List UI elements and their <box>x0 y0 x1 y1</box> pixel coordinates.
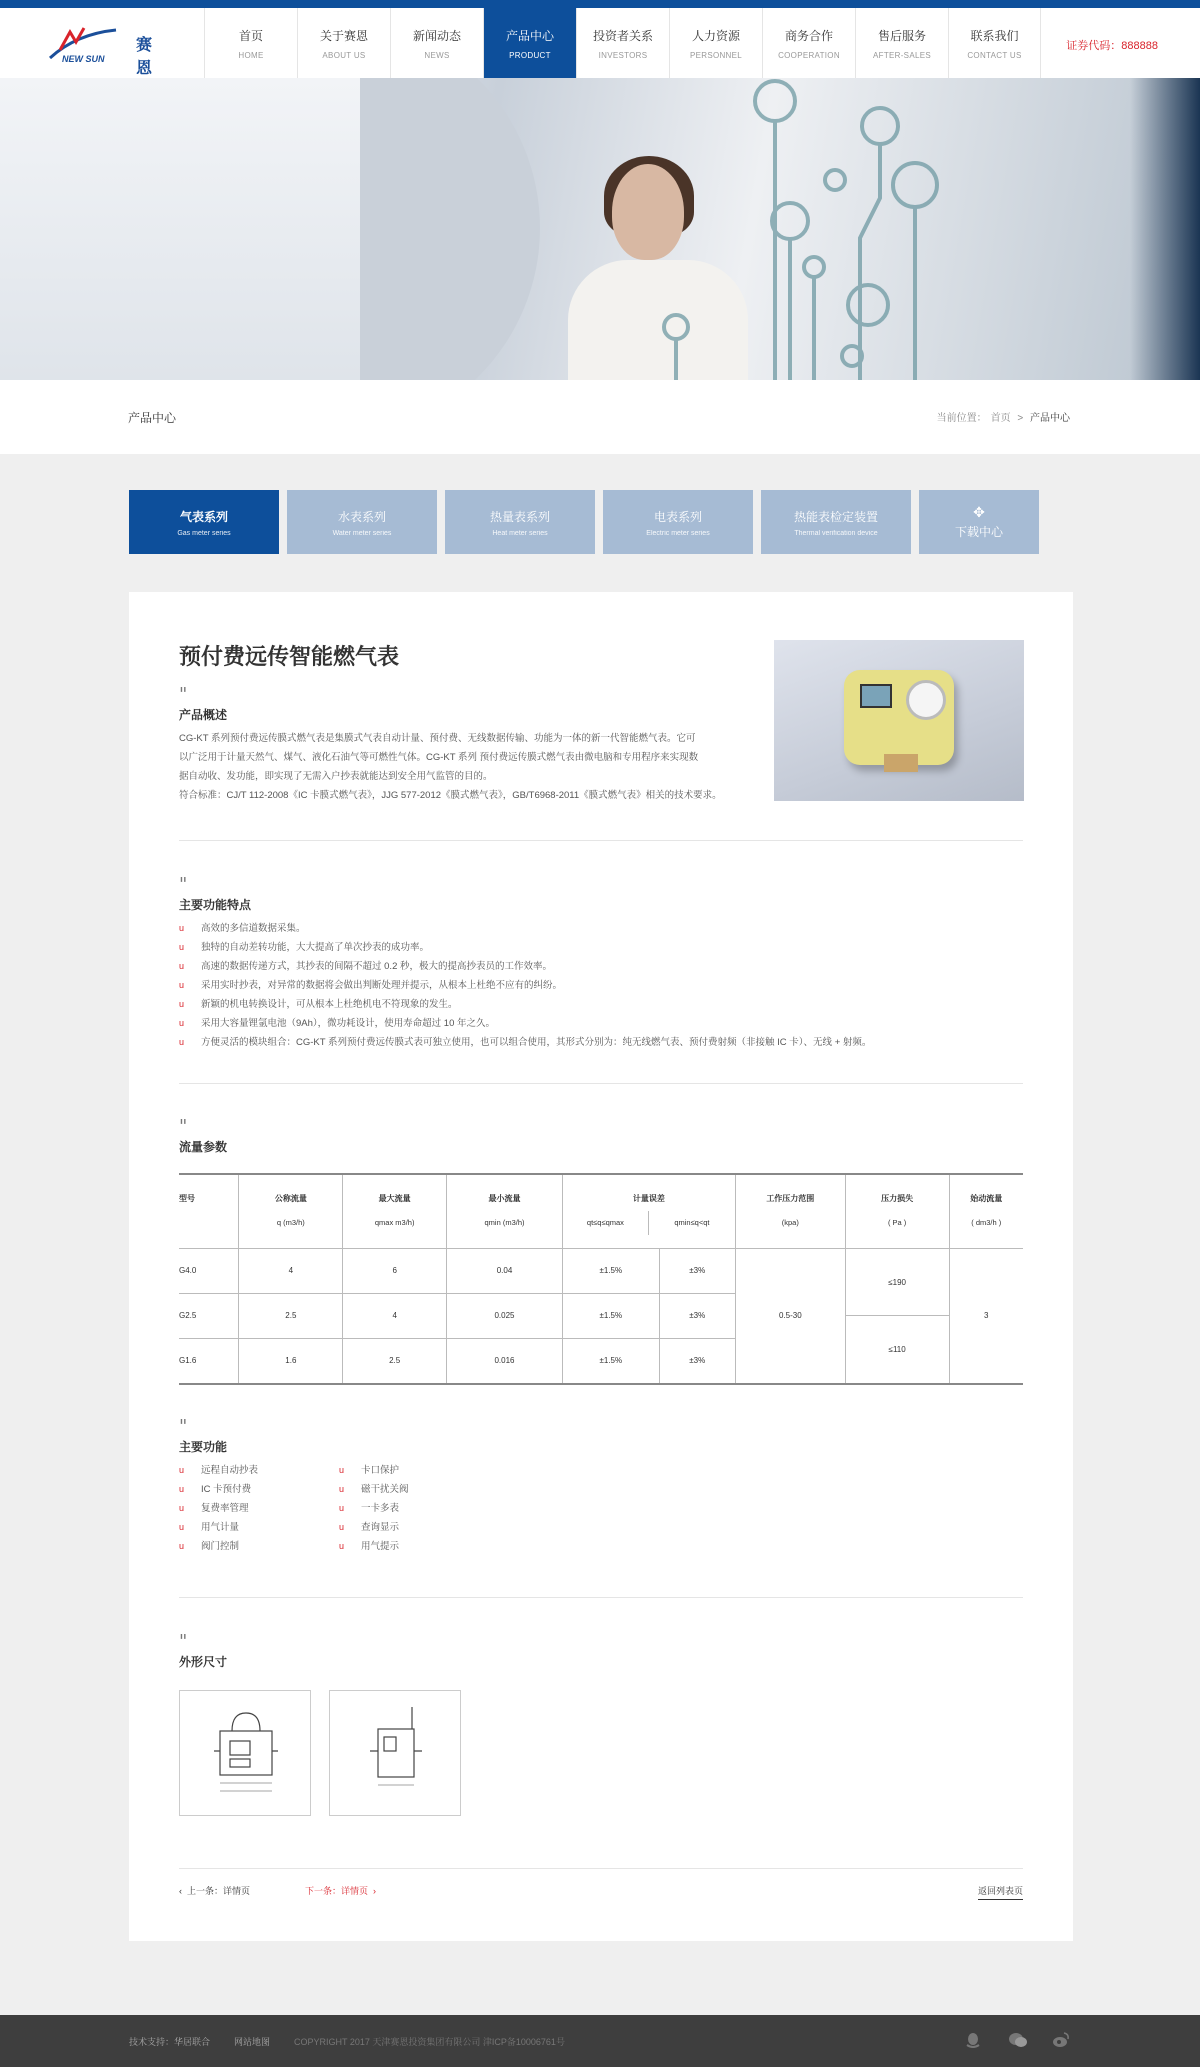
overview-line: 以广泛用于计量天然气、煤气、液化石油气等可燃性气体。CG-KT 系列 预付费远传膜式燃气表由微电脑和专用程序来实现数 <box>179 752 699 763</box>
overview-section <box>179 684 739 805</box>
cell-model: G4.0 <box>179 1248 239 1293</box>
logo-name: 赛恩 <box>136 37 157 77</box>
pressure-loss-b: ≤110 <box>888 1344 906 1354</box>
list-item <box>179 1014 1023 1033</box>
col-header-unit: qmax m3/h) <box>374 1218 415 1228</box>
breadcrumb-home-link[interactable]: 首页 <box>990 413 1011 424</box>
cell-qmax: 6 <box>343 1248 447 1293</box>
functions-list-left <box>179 1461 259 1556</box>
list-item <box>179 1480 259 1499</box>
tab-water-meter[interactable] <box>287 490 437 554</box>
bullet-icon: u <box>339 1465 345 1475</box>
hero-banner <box>0 78 1200 380</box>
function-text: 查询显示 <box>361 1522 400 1533</box>
nav-label: 产品中心 <box>505 28 554 43</box>
breadcrumb-label: 当前位置： <box>936 413 987 424</box>
function-text: IC 卡预付费 <box>201 1484 252 1495</box>
tab-gas-meter[interactable] <box>129 490 279 554</box>
tab-sublabel: Gas meter series <box>177 529 231 537</box>
list-item <box>179 1518 259 1537</box>
params-title: 流量参数 <box>179 1140 228 1154</box>
col-header-name: 压力损失 <box>881 1194 914 1204</box>
prev-link[interactable] <box>179 1884 250 1897</box>
nav-sublabel: PERSONNEL <box>689 50 743 60</box>
bullet-icon: u <box>339 1503 345 1513</box>
functions-columns <box>179 1461 1023 1556</box>
chevron-right-icon: › <box>368 1886 377 1896</box>
col-header-unit: q (m3/h) <box>276 1218 305 1228</box>
list-item <box>339 1480 419 1499</box>
features-list <box>179 919 1023 1052</box>
bullet-icon: u <box>179 1522 185 1532</box>
col-header-unit: ( Pa ) <box>887 1218 907 1228</box>
nav-home[interactable] <box>204 8 297 78</box>
back-to-list-link[interactable]: 返回列表页 <box>978 1884 1023 1900</box>
cell-error-low: ±3% <box>659 1338 735 1383</box>
tab-thermal-verification[interactable] <box>761 490 911 554</box>
list-item <box>179 995 1023 1014</box>
bullet-icon: u <box>179 999 185 1009</box>
copyright-text: COPYRIGHT 2017 天津赛恩投资集团有限公司 津ICP备10006761号 <box>294 2037 565 2047</box>
col-header-name: 计量误差 <box>632 1194 665 1204</box>
breadcrumb-bar <box>0 380 1200 454</box>
tab-sublabel: Water meter series <box>332 529 392 537</box>
nav-product[interactable] <box>483 8 576 78</box>
feature-text: 独特的自动差转功能，大大提高了单次抄表的成功率。 <box>201 942 430 953</box>
tab-electric-meter[interactable] <box>603 490 753 554</box>
col-header <box>447 1174 563 1248</box>
nav-sublabel: AFTER-SALES <box>873 50 931 60</box>
col-header-name: 型号 <box>179 1194 195 1204</box>
quote-mark-icon: " <box>179 1116 188 1137</box>
breadcrumb <box>935 409 1072 424</box>
weibo-icon[interactable] <box>1052 2031 1070 2049</box>
nav-cooperation[interactable] <box>762 8 855 78</box>
list-item <box>179 1499 259 1518</box>
features-title: 主要功能特点 <box>179 898 252 912</box>
cell-qmin: 0.04 <box>447 1248 563 1293</box>
social-links <box>964 2031 1070 2049</box>
tab-label: 热能表检定装置 <box>793 509 878 524</box>
divider <box>179 1597 1023 1598</box>
function-text: 一卡多表 <box>361 1503 400 1514</box>
function-text: 远程自动抄表 <box>201 1465 259 1476</box>
grid-icon: ✥ <box>973 503 985 520</box>
list-item <box>179 1537 259 1556</box>
nav-label: 联系我们 <box>970 28 1019 43</box>
stock-code: 证券代码：888888 <box>1066 40 1158 52</box>
feature-text: 高速的数据传递方式，其抄表的间隔不超过 0.2 秒，极大的提高抄表员的工作效率。 <box>201 961 552 972</box>
tab-label: 气表系列 <box>179 509 228 524</box>
nav-contact[interactable] <box>948 8 1041 78</box>
nav-sublabel: INVESTORS <box>598 50 648 60</box>
col-header-unit: ( dm3/h ) <box>971 1218 1002 1228</box>
logo-swoosh-icon <box>46 24 126 64</box>
feature-text: 采用大容量锂氩电池（9Ah），微功耗设计，使用寿命超过 10 年之久。 <box>201 1018 495 1029</box>
pressure-loss-a: ≤190 <box>846 1249 949 1316</box>
table-header-row <box>179 1174 1023 1248</box>
col-subheader: qt≤q≤qmax <box>563 1211 649 1235</box>
tab-download-center[interactable] <box>919 490 1039 554</box>
cell-qmin: 0.016 <box>447 1338 563 1383</box>
bullet-icon: u <box>339 1484 345 1494</box>
next-label: 下一条：详情页 <box>305 1886 369 1896</box>
site-header <box>0 8 1200 78</box>
function-text: 用气提示 <box>361 1541 400 1552</box>
nav-label: 人力资源 <box>691 28 740 43</box>
function-text: 磁干扰关阀 <box>361 1484 409 1495</box>
cell-pressure-loss <box>845 1248 949 1384</box>
chevron-left-icon: ‹ <box>179 1886 187 1896</box>
cell-q: 4 <box>239 1248 343 1293</box>
next-link[interactable] <box>305 1884 376 1897</box>
list-item <box>179 938 1023 957</box>
cell-error-high: ±1.5% <box>562 1293 659 1338</box>
function-text: 用气计量 <box>201 1522 240 1533</box>
cell-model: G1.6 <box>179 1338 239 1383</box>
nav-sublabel: ABOUT US <box>322 50 366 60</box>
side-view-drawing[interactable] <box>329 1690 461 1816</box>
list-item <box>179 1033 1023 1052</box>
function-text: 卡口保护 <box>361 1465 400 1476</box>
list-item <box>179 1461 259 1480</box>
cell-q: 2.5 <box>239 1293 343 1338</box>
nav-label: 商务合作 <box>784 28 833 43</box>
nav-investors[interactable] <box>576 8 669 78</box>
col-header <box>179 1174 239 1248</box>
nav-label: 关于赛恩 <box>319 28 368 43</box>
overview-text <box>179 729 739 805</box>
nav-about[interactable] <box>297 8 390 78</box>
banner-edge-decor <box>1130 78 1200 380</box>
bullet-icon: u <box>179 923 185 933</box>
overview-title: 产品概述 <box>179 708 228 722</box>
top-accent-bar <box>0 0 1200 8</box>
feature-text: 方便灵活的模块组合：CG-KT 系列预付费远传膜式表可独立使用，也可以组合使用，其形式分别为：纯无线燃气表、预付费射频（非接触 IC 卡）、无线 + 射频。 <box>201 1037 872 1048</box>
divider <box>179 1083 1023 1084</box>
col-header <box>735 1174 845 1248</box>
bullet-icon: u <box>339 1522 345 1532</box>
features-section <box>179 874 1023 1052</box>
table-row <box>179 1248 1023 1293</box>
nav-sublabel: COOPERATION <box>778 50 840 60</box>
site-logo[interactable] <box>46 24 166 77</box>
tab-sublabel: Heat meter series <box>492 529 548 537</box>
product-image <box>774 640 1024 801</box>
nav-label: 投资者关系 <box>592 28 653 43</box>
overview-line: 据自动收、发功能，即实现了无需入户抄表就能达到安全用气监管的目的。 <box>179 771 493 782</box>
params-section <box>179 1116 1023 1385</box>
gas-meter-illustration <box>844 670 954 765</box>
front-view-drawing[interactable] <box>179 1690 311 1816</box>
functions-list-right <box>339 1461 419 1556</box>
nav-sublabel: NEWS <box>424 50 450 60</box>
bullet-icon: u <box>339 1541 345 1551</box>
cell-qmin: 0.025 <box>447 1293 563 1338</box>
bullet-icon: u <box>179 1541 185 1551</box>
list-item <box>339 1537 419 1556</box>
logo-wordmark: NEW SUN <box>62 54 105 64</box>
col-subheader: qmin≤q<qt <box>674 1218 710 1228</box>
params-table <box>179 1173 1023 1385</box>
wechat-icon[interactable] <box>1008 2031 1026 2049</box>
dimensions-section <box>179 1631 1023 1816</box>
bullet-icon: u <box>179 1018 185 1028</box>
breadcrumb-separator: > <box>1017 413 1024 424</box>
breadcrumb-current: 产品中心 <box>1030 413 1070 424</box>
main-nav <box>204 8 1041 78</box>
page-title: 产品中心 <box>128 411 177 425</box>
functions-section <box>179 1416 1023 1556</box>
qq-icon[interactable] <box>964 2031 982 2049</box>
tab-heat-meter[interactable] <box>445 490 595 554</box>
cell-pressure-range: 0.5-30 <box>735 1248 845 1384</box>
tab-label: 电表系列 <box>653 509 702 524</box>
function-text: 复费率管理 <box>201 1503 249 1514</box>
category-tabs <box>129 490 1073 554</box>
tab-label: 热量表系列 <box>489 509 550 524</box>
col-header-unit: (kpa) <box>781 1218 799 1228</box>
col-header <box>239 1174 343 1248</box>
function-text: 阀门控制 <box>201 1541 240 1552</box>
col-header <box>845 1174 949 1248</box>
cell-q: 1.6 <box>239 1338 343 1383</box>
col-header-name: 最小流量 <box>488 1194 521 1204</box>
tab-sublabel: Thermal verification device <box>794 529 878 537</box>
sitemap-link[interactable]: 网站地图 <box>234 2037 271 2047</box>
nav-personnel[interactable] <box>669 8 762 78</box>
tech-support-link[interactable]: 技术支持：华居联合 <box>129 2037 211 2047</box>
overview-line: 符合标准：CJ/T 112-2008《IC 卡膜式燃气表》，JJG 577-2012《膜式燃气表》，GB/T6968-2011《膜式燃气表》相关的技术要求。 <box>179 790 722 801</box>
feature-text: 新颖的机电转换设计，可从根本上杜绝机电不符现象的发生。 <box>201 999 458 1010</box>
nav-sublabel: HOME <box>238 50 264 60</box>
col-header-name: 工作压力范围 <box>766 1194 815 1204</box>
cell-qmax: 2.5 <box>343 1338 447 1383</box>
bullet-icon: u <box>179 1037 185 1047</box>
list-item <box>339 1518 419 1537</box>
nav-label: 首页 <box>238 28 263 43</box>
dimension-drawings <box>179 1690 1023 1816</box>
col-header-name: 始动流量 <box>970 1194 1003 1204</box>
site-footer <box>0 2015 1200 2067</box>
nav-after-sales[interactable] <box>855 8 948 78</box>
cell-start-flow: 3 <box>949 1248 1023 1384</box>
col-header-name: 公称流量 <box>274 1194 307 1204</box>
product-title: 预付费远传智能燃气表 <box>179 644 400 669</box>
bullet-icon: u <box>179 1484 185 1494</box>
dimensions-title: 外形尺寸 <box>179 1655 228 1669</box>
cell-error-high: ±1.5% <box>562 1248 659 1293</box>
cell-qmax: 4 <box>343 1293 447 1338</box>
quote-mark-icon: " <box>179 874 188 895</box>
list-item <box>179 919 1023 938</box>
overview-line: CG-KT 系列预付费远传膜式燃气表是集膜式气表自动计量、预付费、无线数据传输、功能为一体的新一代智能燃气表。它可 <box>179 733 696 744</box>
bullet-icon: u <box>179 942 185 952</box>
meter-side-drawing-icon <box>330 1691 462 1817</box>
circuit-circles-graphic <box>0 78 1200 380</box>
col-header <box>562 1174 735 1248</box>
list-item <box>179 976 1023 995</box>
col-header <box>949 1174 1023 1248</box>
nav-sublabel: PRODUCT <box>509 50 551 60</box>
quote-mark-icon: " <box>179 1631 188 1652</box>
nav-sublabel: CONTACT US <box>967 50 1022 60</box>
tab-sublabel: Electric meter series <box>646 529 710 537</box>
tab-label: 下载中心 <box>954 524 1003 539</box>
col-header-name: 最大流量 <box>378 1194 411 1204</box>
divider <box>179 840 1023 841</box>
nav-label: 新闻动态 <box>412 28 461 43</box>
nav-news[interactable] <box>390 8 483 78</box>
cell-error-high: ±1.5% <box>562 1338 659 1383</box>
meter-front-drawing-icon <box>180 1691 312 1817</box>
post-pager <box>179 1868 1023 1898</box>
footer-links <box>129 2035 565 2048</box>
feature-text: 高效的多信道数据采集。 <box>201 923 306 934</box>
bullet-icon: u <box>179 1503 185 1513</box>
quote-mark-icon: " <box>179 1416 188 1437</box>
cell-error-low: ±3% <box>659 1293 735 1338</box>
col-header <box>343 1174 447 1248</box>
list-item <box>179 957 1023 976</box>
tab-label: 水表系列 <box>337 509 386 524</box>
list-item <box>339 1499 419 1518</box>
bullet-icon: u <box>179 980 185 990</box>
quote-mark-icon: " <box>179 684 188 705</box>
col-header-unit: qmin (m3/h) <box>484 1218 525 1228</box>
prev-label: 上一条：详情页 <box>187 1886 251 1896</box>
bullet-icon: u <box>179 961 185 971</box>
functions-title: 主要功能 <box>179 1440 228 1454</box>
cell-error-low: ±3% <box>659 1248 735 1293</box>
feature-text: 采用实时抄表，对异常的数据将会做出判断处理并提示，从根本上杜绝不应有的纠纷。 <box>201 980 563 991</box>
cell-model: G2.5 <box>179 1293 239 1338</box>
list-item <box>339 1461 419 1480</box>
nav-label: 售后服务 <box>877 28 926 43</box>
product-detail-card <box>129 592 1073 1941</box>
bullet-icon: u <box>179 1465 185 1475</box>
